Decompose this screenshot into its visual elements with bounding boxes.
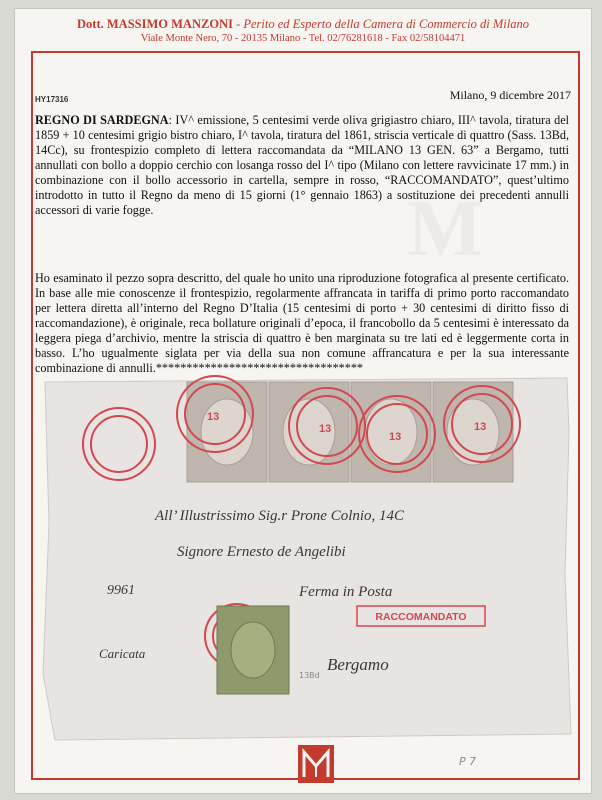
address-line-4: Bergamo bbox=[327, 655, 389, 674]
item-description bbox=[35, 113, 569, 218]
certificate-number: HY17316 bbox=[35, 95, 69, 104]
certificate-sheet bbox=[14, 8, 592, 794]
expert-opinion: Ho esaminato il pezzo sopra descritto, del quale ho unito una riproduzione fotografica al presente certificato. In base alle mie conoscenze il frontespizio, regolarmente affrancata in tariffa di primo porto raccomandato per lettera diretta all’interno del Regno D’Italia (15 centesimi di porto + 30 centesimi di diritto fisso di raccomandazione), è originale, reca bollature originali d’epoca, il francobollo da 5 centesimi è interessato da leggera piega d’archivio, mentre la striscia di quattro è ben marginata su tre lati ed è leggermente corta in basso. L’ho ugualmente siglata per via della sua non comune affrancatura e per la sua interessante combinazione di annulli.********************************** bbox=[35, 271, 569, 375]
address-line-2: Signore Ernesto de Angelibi bbox=[177, 544, 346, 560]
certificate-header bbox=[15, 9, 591, 44]
pencil-mark: 13Bd bbox=[299, 671, 320, 680]
pencil-note: P 7 bbox=[459, 755, 477, 768]
svg-text:13: 13 bbox=[207, 411, 220, 423]
address-line-1: All’ Illustrissimo Sig.r Prone Colnio, 14C bbox=[155, 508, 405, 524]
description-lead: REGNO DI SARDEGNA bbox=[35, 113, 169, 127]
svg-text:13: 13 bbox=[319, 423, 332, 435]
svg-text:13: 13 bbox=[389, 431, 402, 443]
marginal-note-2: Caricata bbox=[99, 646, 146, 661]
expert-name: Dott. MASSIMO MANZONI bbox=[77, 17, 233, 31]
watermark-monogram: M bbox=[407, 185, 483, 273]
cover-photo bbox=[37, 374, 573, 744]
expert-role: - Perito ed Esperto della Camera di Commercio di Milano bbox=[232, 17, 529, 31]
expert-address: Viale Monte Nero, 70 - 20135 Milano - Tel. 02/76281618 - Fax 02/58104471 bbox=[140, 33, 466, 44]
expert-logo-monogram bbox=[297, 744, 335, 784]
marginal-note-1: 9961 bbox=[107, 583, 135, 598]
expert-title-line bbox=[15, 17, 591, 32]
address-line-3: Ferma in Posta bbox=[299, 584, 393, 600]
svg-text:13: 13 bbox=[474, 421, 487, 433]
place-date: Milano, 9 dicembre 2017 bbox=[449, 88, 571, 102]
registered-stamp-text: RACCOMANDATO bbox=[375, 611, 467, 623]
description-body: : IV^ emissione, 5 centesimi verde oliva grigiastro chiaro, III^ tavola, tiratura del 1859 + 10 centesimi grigio bistro chiaro, I^ tavola, tiratura del 1861, striscia verticale di quattro (Sass. 13Bd, 14Cc), su frontespizio completo di lettera raccomandata da “MILANO 13 GEN. 63” a Bergamo, tutti annullati con bollo a doppio cerchio con losanga rosso del I^ tipo (Milano con lettere ravvicinate 17 mm.) in combinazione con il bollo accessorio in cartella, sempre in rosso, “RACCOMANDATO”, quest’ultimo introdotto in tutto il Regno da meno di 15 giorni (1° gennaio 1863) a sostituzione dei precedenti annulli accessori di varie fogge. bbox=[35, 113, 569, 217]
